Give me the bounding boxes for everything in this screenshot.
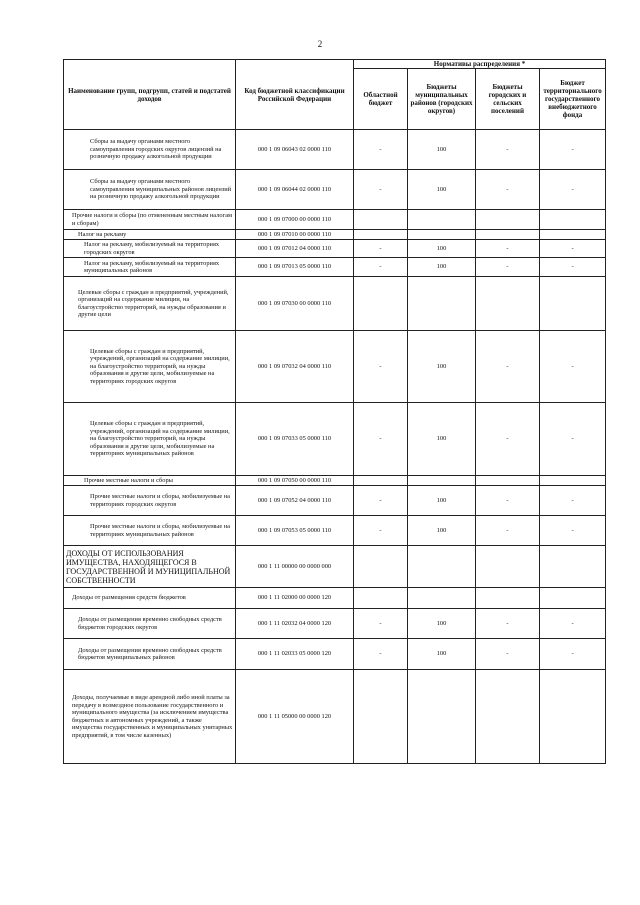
header-regional: Областной бюджет [354, 69, 408, 130]
table-row [64, 639, 606, 670]
table-row [64, 258, 606, 277]
row-settlements [476, 546, 540, 588]
row-settlements [476, 277, 540, 331]
row-code: 000 1 09 07000 00 0000 110 [236, 210, 354, 230]
row-municipal: 100 [408, 639, 476, 670]
row-name: Прочие местные налоги и сборы, мобилизуемые на территориях муниципальных районов [64, 516, 236, 546]
row-name: Налог на рекламу, мобилизуемый на территориях муниципальных районов [64, 258, 236, 277]
table-row [64, 588, 606, 609]
row-municipal: 100 [408, 516, 476, 546]
table-row [64, 403, 606, 476]
row-regional: - [354, 331, 408, 403]
row-regional: - [354, 240, 408, 258]
row-regional [354, 670, 408, 764]
row-fund [540, 210, 606, 230]
row-municipal [408, 670, 476, 764]
row-regional [354, 476, 408, 486]
row-fund [540, 670, 606, 764]
row-municipal: 100 [408, 486, 476, 516]
row-name: Доходы от размещения временно свободных средств бюджетов городских округов [64, 609, 236, 639]
row-fund: - [540, 639, 606, 670]
row-settlements [476, 210, 540, 230]
row-regional [354, 277, 408, 331]
row-municipal [408, 210, 476, 230]
table-row [64, 546, 606, 588]
row-municipal [408, 476, 476, 486]
row-regional [354, 588, 408, 609]
row-name: Целевые сборы с граждан и предприятий, учреждений, организаций на содержание милиции, на благоустройство территорий, на нужды образования и другие цели, мобилизуемые на территориях городских округов [64, 331, 236, 403]
row-municipal [408, 588, 476, 609]
row-code: 000 1 09 07053 05 0000 110 [236, 516, 354, 546]
row-fund: - [540, 258, 606, 277]
table-row [64, 240, 606, 258]
row-settlements: - [476, 516, 540, 546]
table-row [64, 130, 606, 170]
row-name: ДОХОДЫ ОТ ИСПОЛЬЗОВАНИЯ ИМУЩЕСТВА, НАХОДЯЩЕГОСЯ В ГОСУДАРСТВЕННОЙ И МУНИЦИПАЛЬНОЙ СОБСТВЕННОСТИ [64, 546, 236, 588]
row-fund: - [540, 170, 606, 210]
row-code: 000 1 09 07050 00 0000 110 [236, 476, 354, 486]
row-name: Налог на рекламу, мобилизуемый на территориях городских округов [64, 240, 236, 258]
row-code: 000 1 09 07013 05 0000 110 [236, 258, 354, 277]
row-code: 000 1 09 07033 05 0000 110 [236, 403, 354, 476]
row-regional: - [354, 486, 408, 516]
row-fund: - [540, 609, 606, 639]
row-settlements: - [476, 258, 540, 277]
row-settlements [476, 230, 540, 240]
table-row [64, 476, 606, 486]
table-row [64, 609, 606, 639]
row-fund: - [540, 403, 606, 476]
table-row [64, 516, 606, 546]
row-settlements: - [476, 240, 540, 258]
row-regional: - [354, 258, 408, 277]
row-name: Сборы за выдачу органами местного самоуправления городских округов лицензий на розничную продажу алкогольной продукции [64, 130, 236, 170]
row-regional: - [354, 639, 408, 670]
row-name: Налог на рекламу [64, 230, 236, 240]
row-fund: - [540, 331, 606, 403]
row-fund [540, 546, 606, 588]
row-settlements [476, 476, 540, 486]
row-fund: - [540, 130, 606, 170]
row-name: Целевые сборы с граждан и предприятий, учреждений, организаций на содержание милиции, на благоустройство территорий, на нужды образования и другие цели [64, 277, 236, 331]
row-name: Прочие налоги и сборы (по отмененным местным налогам и сборам) [64, 210, 236, 230]
row-municipal: 100 [408, 258, 476, 277]
row-fund: - [540, 516, 606, 546]
table-row [64, 670, 606, 764]
header-municipal: Бюджеты муниципальных районов (городских округов) [408, 69, 476, 130]
header-fund: Бюджет территориального государственного внебюджетного фонда [540, 69, 606, 130]
row-code: 000 1 09 07052 04 0000 110 [236, 486, 354, 516]
row-regional [354, 546, 408, 588]
row-settlements: - [476, 639, 540, 670]
row-code: 000 1 11 02000 00 0000 120 [236, 588, 354, 609]
row-code: 000 1 09 07030 00 0000 110 [236, 277, 354, 331]
header-norms: Нормативы распределения * [354, 60, 606, 69]
row-fund [540, 277, 606, 331]
row-settlements: - [476, 331, 540, 403]
row-settlements: - [476, 130, 540, 170]
row-name: Прочие местные налоги и сборы [64, 476, 236, 486]
table-row [64, 230, 606, 240]
row-municipal: 100 [408, 331, 476, 403]
row-name: Прочие местные налоги и сборы, мобилизуемые на территориях городских округов [64, 486, 236, 516]
table-row [64, 210, 606, 230]
row-municipal [408, 277, 476, 331]
row-code: 000 1 09 06044 02 0000 110 [236, 170, 354, 210]
row-regional [354, 230, 408, 240]
row-fund [540, 588, 606, 609]
row-fund [540, 230, 606, 240]
row-name: Доходы от размещения средств бюджетов [64, 588, 236, 609]
row-municipal: 100 [408, 170, 476, 210]
row-municipal [408, 230, 476, 240]
row-code: 000 1 11 05000 00 0000 120 [236, 670, 354, 764]
row-code: 000 1 11 00000 00 0000 000 [236, 546, 354, 588]
row-name: Доходы от размещения временно свободных средств бюджетов муниципальных районов [64, 639, 236, 670]
row-regional: - [354, 609, 408, 639]
row-code: 000 1 09 06043 02 0000 110 [236, 130, 354, 170]
row-code: 000 1 09 07032 04 0000 110 [236, 331, 354, 403]
row-name: Доходы, получаемые в виде арендной либо иной платы за передачу в возмездное пользование государственного и муниципального имущества (за исключением имущества бюджетных и автономных учреждений, а также имущества государственных и муниципальных унитарных предприятий, в том числе казенных) [64, 670, 236, 764]
revenue-distribution-table [63, 59, 606, 764]
row-settlements: - [476, 170, 540, 210]
row-regional: - [354, 130, 408, 170]
row-settlements: - [476, 609, 540, 639]
row-municipal [408, 546, 476, 588]
row-municipal: 100 [408, 609, 476, 639]
row-code: 000 1 11 02032 04 0000 120 [236, 609, 354, 639]
page-number: 2 [317, 39, 323, 49]
row-name: Целевые сборы с граждан и предприятий, учреждений, организаций на содержание милиции, на благоустройство территорий, на нужды образования и другие цели, мобилизуемые на территориях муниципальных районов [64, 403, 236, 476]
row-fund: - [540, 486, 606, 516]
table-row [64, 277, 606, 331]
table-row [64, 331, 606, 403]
row-settlements [476, 588, 540, 609]
row-regional: - [354, 403, 408, 476]
header-name: Наименование групп, подгрупп, статей и подстатей доходов [64, 60, 236, 130]
table-row [64, 170, 606, 210]
row-municipal: 100 [408, 130, 476, 170]
header-settlements: Бюджеты городских и сельских поселений [476, 69, 540, 130]
row-regional [354, 210, 408, 230]
row-name: Сборы за выдачу органами местного самоуправления муниципальных районов лицензий на розничную продажу алкогольной продукции [64, 170, 236, 210]
header-code: Код бюджетной классификации Российской Федерации [236, 60, 354, 130]
row-settlements: - [476, 486, 540, 516]
row-code: 000 1 09 07012 04 0000 110 [236, 240, 354, 258]
row-code: 000 1 09 07010 00 0000 110 [236, 230, 354, 240]
row-regional: - [354, 170, 408, 210]
table-row [64, 486, 606, 516]
row-regional: - [354, 516, 408, 546]
row-code: 000 1 11 02033 05 0000 120 [236, 639, 354, 670]
row-fund: - [540, 240, 606, 258]
row-settlements: - [476, 403, 540, 476]
row-settlements [476, 670, 540, 764]
row-municipal: 100 [408, 403, 476, 476]
row-municipal: 100 [408, 240, 476, 258]
row-fund [540, 476, 606, 486]
